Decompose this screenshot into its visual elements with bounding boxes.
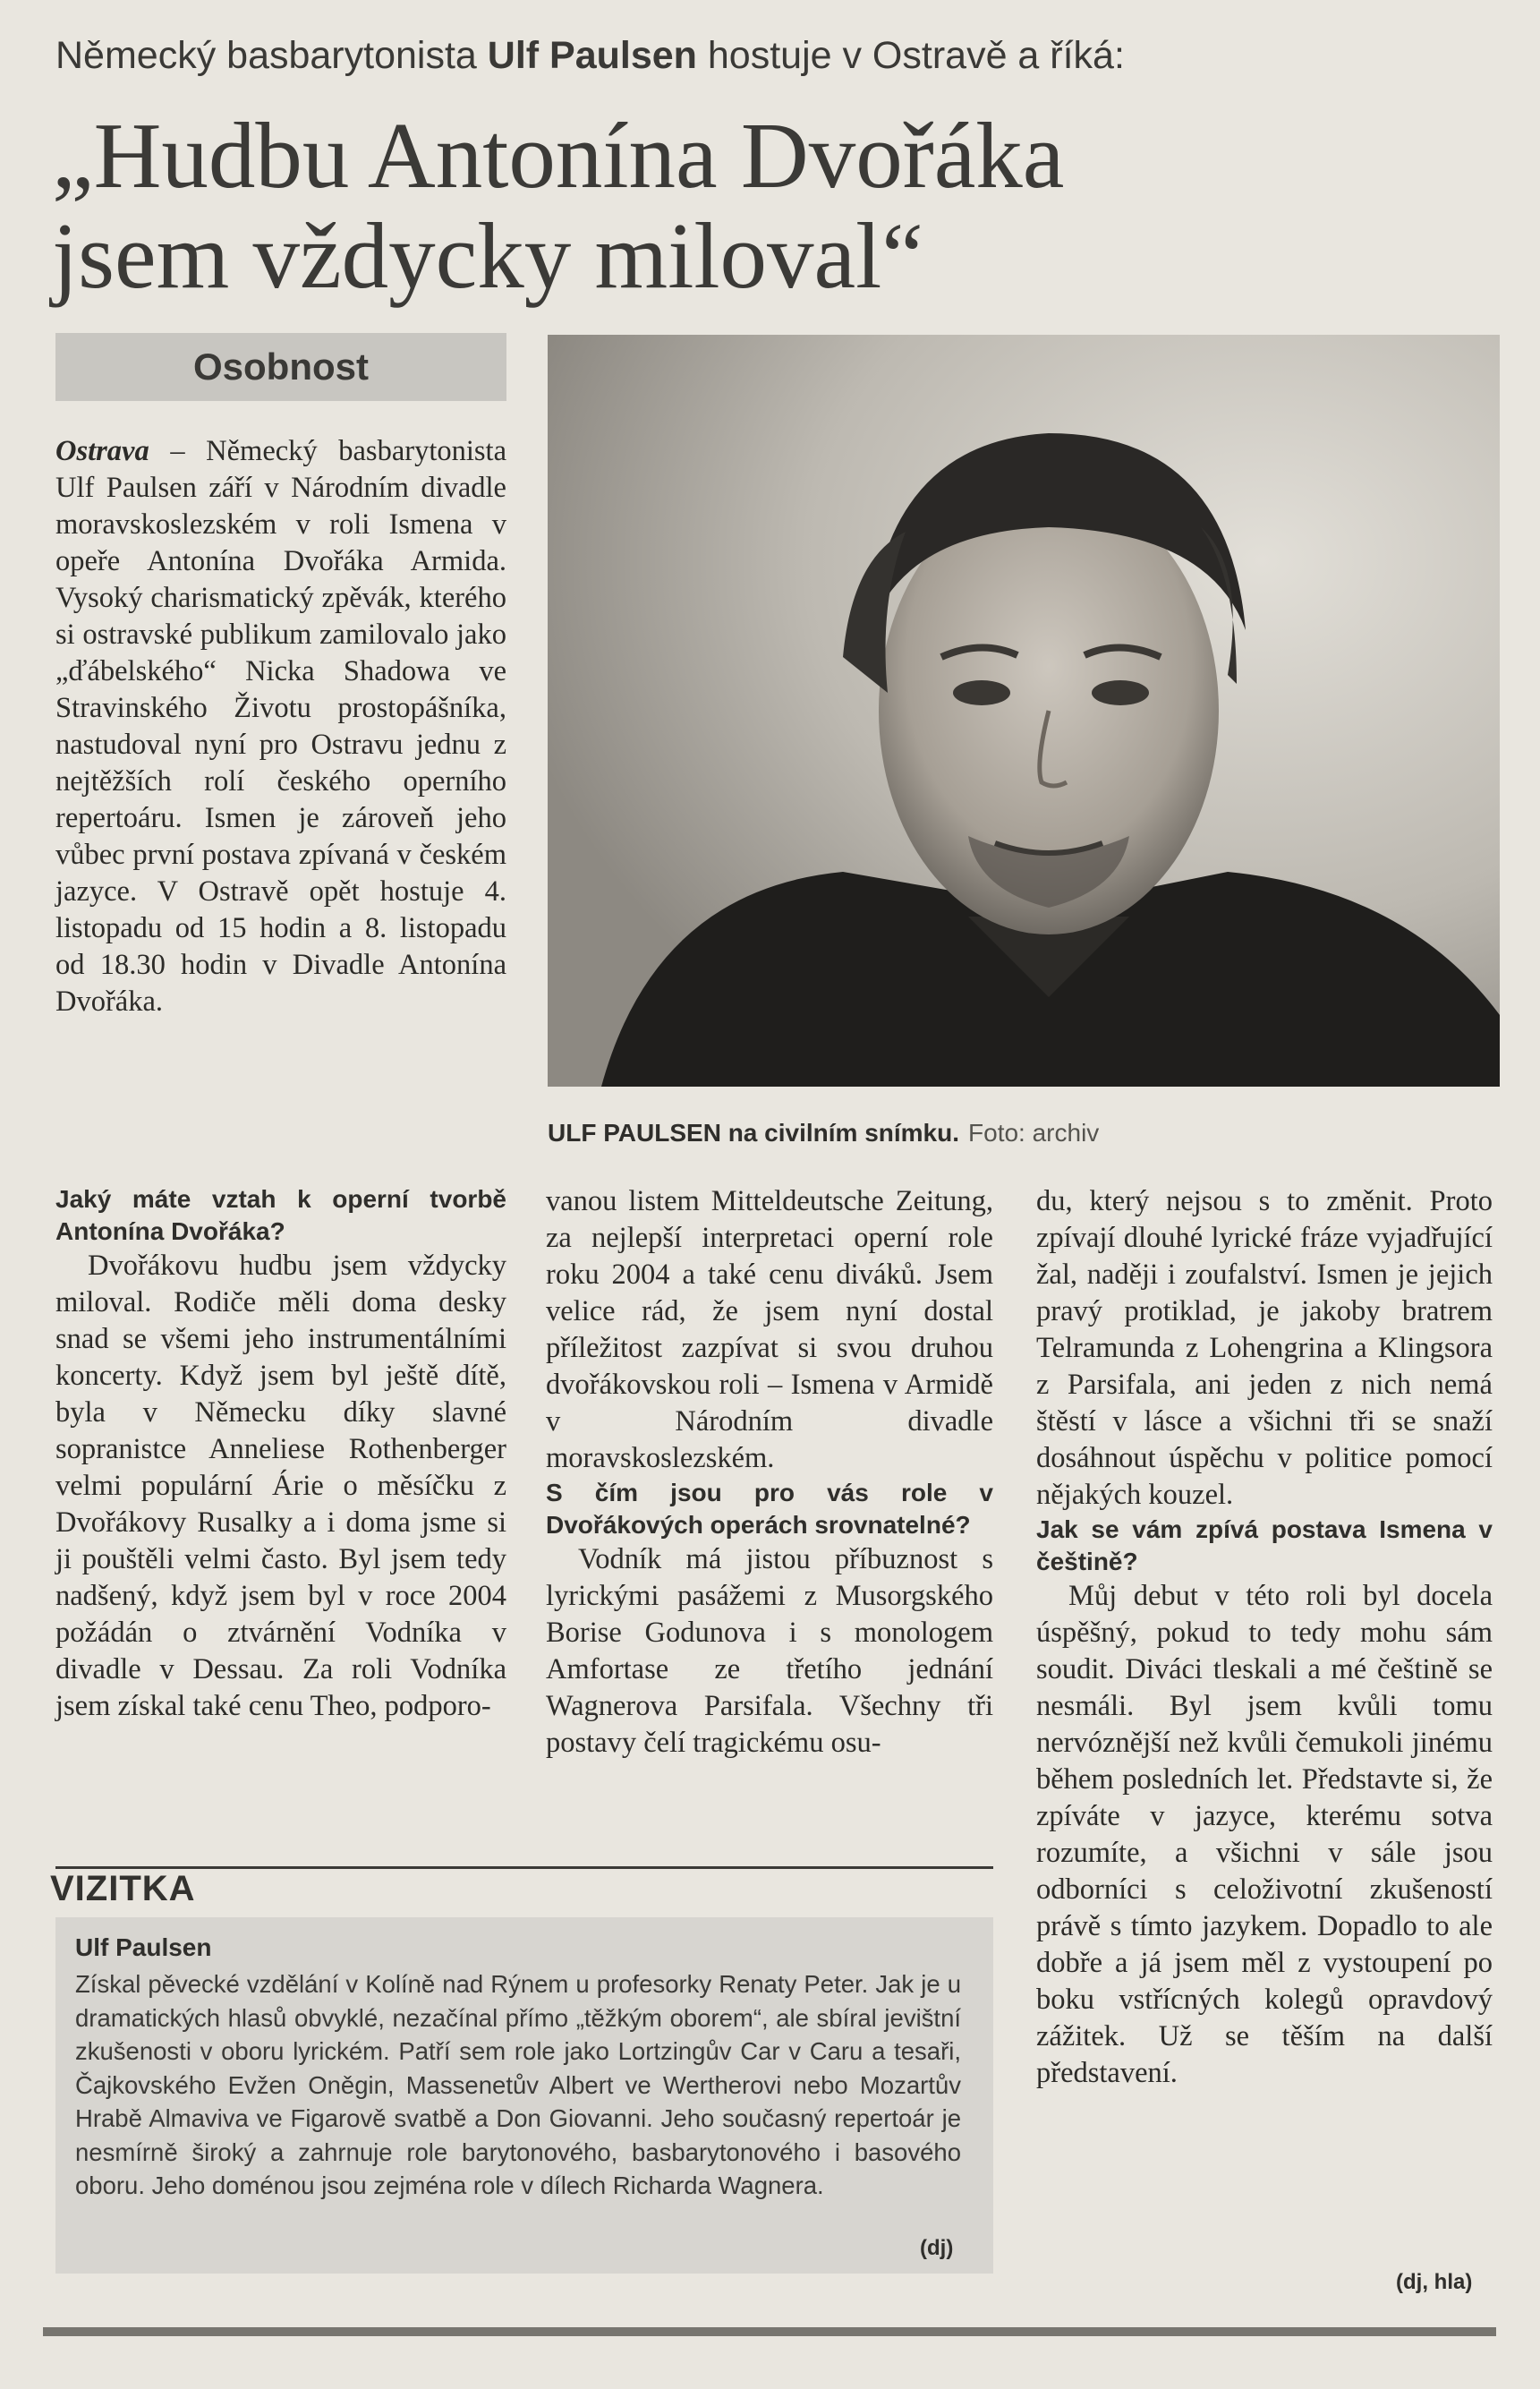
vizitka-text: Získal pěvecké vzdělání v Kolíně nad Rýnem u profesorky Renaty Peter. Jak je u dramatických hlasů obvyklé, nezačínal přímo „těžkým oborem“, ale sbíral jevištní zkušenosti v oboru lyrickém. Patří sem role jako Lortzingův Car v Caru a tesaři, Čajkovského Evžen Oněgin, Massenetův Albert ve Wertherovi nebo Mozartův Hrabě Almaviva ve Figarově svatbě a Don Giovanni. Jeho současný repertoár je nesmírně široký a zahrnuje role barytonového, basbarytonového i basového oboru. Jeho doménou jsou zejména role v dílech Richarda Wagnera. xyxy=(75,1970,961,2199)
caption-text: ULF PAULSEN na civilním snímku. xyxy=(548,1119,960,1147)
kicker-pre: Německý basbarytonista xyxy=(55,34,488,77)
bottom-rule xyxy=(43,2327,1496,2336)
article-signature: (dj, hla) xyxy=(1396,2270,1473,2294)
photo-caption xyxy=(548,1119,1500,1148)
answer-1-part-2: vanou listem Mitteldeutsche Zeitung, za nejlepší interpretaci operní role roku 2004 a také cenu diváků. Jsem velice rád, že jsem nyní dostal příležitost zazpívat si svou druhou dvořákovskou roli – Ismena v Armidě v Národním divadle moravskoslezském. xyxy=(546,1185,993,1474)
lead-paragraph xyxy=(55,433,506,1020)
dateline-city: Ostrava xyxy=(55,435,149,467)
section-label: Osobnost xyxy=(55,333,506,401)
headline-line-2: jsem vždycky miloval“ xyxy=(52,203,923,308)
question-1: Jaký máte vztah k operní tvorbě Antonína Dvořáka? xyxy=(55,1185,506,1245)
answer-2-part-1: Vodník má jistou příbuznost s lyrickými pasážemi z Musorgského Borise Godunova i s monologem Amfortase ze třetího jednání Wagnerova Parsifala. Všechny tři postavy čelí tragickému osu- xyxy=(546,1543,993,1759)
headline xyxy=(52,103,1394,308)
vizitka-signature: (dj) xyxy=(920,2236,954,2260)
vizitka-name: Ulf Paulsen xyxy=(75,1933,212,1961)
vizitka-title: VIZITKA xyxy=(50,1869,196,1908)
column-1 xyxy=(55,1183,506,1725)
portrait-photo xyxy=(548,335,1500,1087)
answer-3: Můj debut v této roli byl docela úspěšný, pokud to tedy mohu sám soudit. Diváci tleskali a mé češtině se nesmáli. Byl jsem kvůli tomu nervóznější než kvůli čemukoli jinému během posledních let. Představte si, že zpíváte v jazyce, kterému sotva rozumíte, a všichni v sále jsou odborníci s celoživotní zkušeností právě s tímto jazykem. Dopadlo to ale dobře a já jsem měl z vystoupení po boku vstřícných kolegů opravdový zážitek. Už se těším na další představení. xyxy=(1036,1580,1493,2089)
lead-text: – Německý basbarytonista Ulf Paulsen září v Národním divadle moravskoslezském v roli Ismena v opeře Antonína Dvořáka Armida. Vysoký charismatický zpěvák, kterého si ostravské publikum zamilovalo jako „ďábelského“ Nicka Shadowa ve Stravinského Životu prostopášníka, nastudoval nyní pro Ostravu jednu z nejtěžších rolí českého operního repertoáru. Ismen je zároveň jeho vůbec první postava zpívaná v českém jazyce. V Ostravě opět hostuje 4. listopadu od 15 hodin a 8. listopadu od 18.30 hodin v Divadle Antonína Dvořáka. xyxy=(55,435,506,1018)
question-2: S čím jsou pro vás role v Dvořákových operách srovnatelné? xyxy=(546,1479,993,1539)
kicker-post: hostuje v Ostravě a říká: xyxy=(696,34,1125,77)
column-2 xyxy=(546,1183,993,1762)
headline-line-1: „Hudbu Antonína Dvořáka xyxy=(52,103,1065,208)
answer-2-part-2: du, který nejsou s to změnit. Proto zpívají dlouhé lyrické fráze vyjadřující žal, naději i zoufalství. Ismen je jejich pravý protiklad, je jakoby bratrem Telramunda z Lohengrina a Klingsora z Parsifala, ani jeden z nich nemá štěstí v lásce a všichni tři se snaží dosáhnout úspěchu v politice pomocí nějakých kouzel. xyxy=(1036,1185,1493,1511)
vizitka-divider xyxy=(55,1866,993,1869)
answer-1-part-1: Dvořákovu hudbu jsem vždycky miloval. Rodiče měli doma desky snad se všemi jeho instrumentálními koncerty. Když jsem byl ještě dítě, byla v Německu díky slavné sopranistce Anneliese Rothenberger velmi populární Árie o měsíčku z Dvořákovy Rusalky a i doma jsme si ji pouštěli velmi často. Byl jsem tedy nadšený, když jsem byl v roce 2004 požádán o ztvárnění Vodníka v divadle v Dessau. Za roli Vodníka jsem získal také cenu Theo, podporo- xyxy=(55,1250,506,1722)
kicker-name: Ulf Paulsen xyxy=(487,34,697,77)
photo-credit: Foto: archiv xyxy=(968,1119,1100,1147)
column-3 xyxy=(1036,1183,1493,2092)
kicker xyxy=(55,34,1505,78)
question-3: Jak se vám zpívá postava Ismena v češtině? xyxy=(1036,1515,1493,1575)
